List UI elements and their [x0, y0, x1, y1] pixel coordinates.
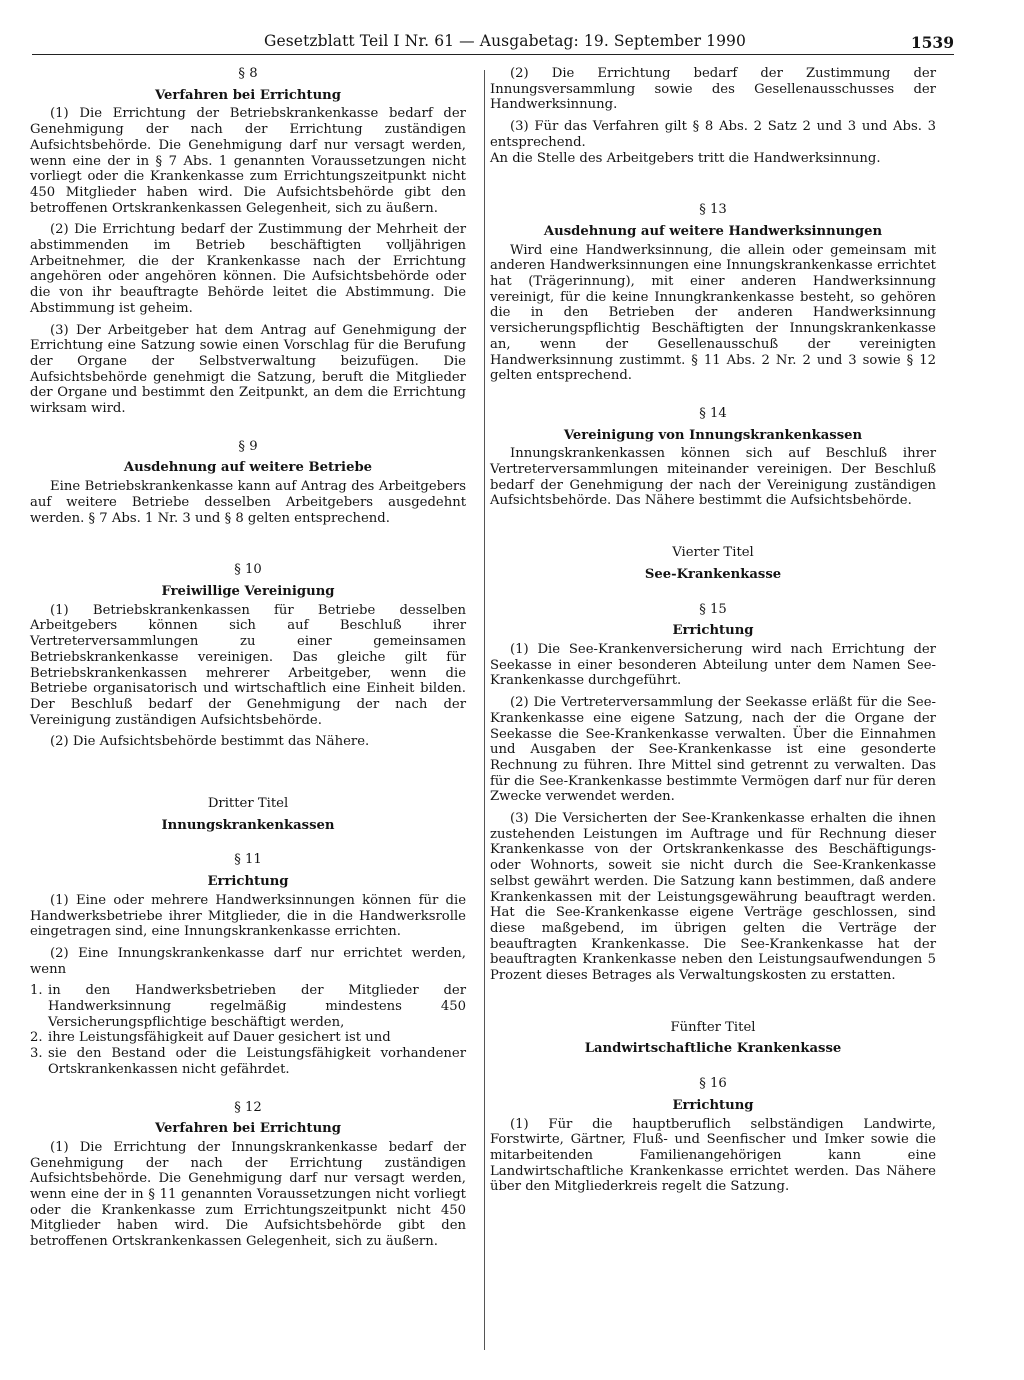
section-12	[30, 1100, 466, 1250]
paragraph: (3) Für das Verfahren gilt § 8 Abs. 2 Satz 2 und 3 und Abs. 3 entsprechend.	[490, 119, 936, 150]
section-number: § 9	[238, 438, 258, 454]
section-11	[30, 852, 466, 1077]
paragraph: (1) Betriebskrankenkassen für Betriebe desselben Arbeitgebers können sich auf Beschluß ihrer Vertreterversammlungen zu einer gemeinsamen Betriebskrankenkasse vereinigen. Das gleiche gilt für Betriebskrankenkassen mehrerer Arbeitgeber, wenn die Betriebe organisatorisch und wirtschaftlich eine Einheit bilden. Der Beschluß bedarf der Genehmigung der nach der Vereinigung zuständigen Aufsichtsbehörde.	[30, 602, 466, 728]
page-header	[32, 30, 954, 55]
section-number: § 8	[238, 66, 258, 81]
page-number: 1539	[910, 33, 954, 52]
paragraph: (3) Der Arbeitgeber hat dem Antrag auf Genehmigung der Errichtung eine Satzung sowie einen Vorschlag für die Berufung der Organe der Selbstverwaltung beizufügen. Die Aufsichtsbehörde genehmigt die Satzung, beruft die Mitglieder der Organe und bestimmt den Zeitpunkt, an dem die Errichtung wirksam wird.	[30, 322, 466, 417]
section-heading: Freiwillige Vereinigung	[161, 583, 335, 599]
section-heading: Vereinigung von Innungskrankenkassen	[563, 427, 863, 443]
section-heading: Errichtung	[207, 874, 289, 890]
section-number: § 11	[234, 852, 262, 868]
section-heading: Verfahren bei Errichtung	[155, 87, 341, 103]
title-4	[490, 545, 936, 582]
title-label: Vierter Titel	[672, 545, 754, 561]
paragraph: (2) Die Errichtung bedarf der Zustimmung der Mehrheit der abstimmenden im Betrieb beschäftigten volljährigen Arbeitnehmer, die der Krankenkasse nach der Errichtung angehören oder angehören können. Die Aufsichtsbehörde oder die von ihr beauftragte Behörde leitet die Abstimmung. Die Abstimmung ist geheim.	[30, 222, 466, 316]
title-5	[490, 1020, 936, 1057]
paragraph: (1) Für die hauptberuflich selbständigen Landwirte, Forstwirte, Gärtner, Fluß- und Seenfischer und Imker sowie die mitarbeitenden Familienangehörigen kann eine Landwirtschaftliche Krankenkasse errichtet werden. Das Nähere über den Mitgliederkreis regelt die Satzung.	[490, 1116, 936, 1195]
section-10	[30, 562, 466, 750]
list-item	[30, 1046, 466, 1077]
section-16	[490, 1076, 936, 1195]
section-13	[490, 202, 936, 384]
paragraph: (2) Die Vertreterversammlung der Seekasse erläßt für die See-Krankenkasse eine eigene Satzung, nach der die Organe der Seekasse die See-Krankenkasse verwalten. Über die Einnahmen und Ausgaben der See-Krankenkasse ist eine gesonderte Rechnung zu führen. Ihre Mittel sind getrennt zu verwalten. Das für die See-Krankenkasse bestimmte Vermögen darf nur für deren Zwecke verwendet werden.	[490, 695, 936, 805]
section-heading: Errichtung	[672, 623, 754, 639]
title-label: Dritter Titel	[207, 796, 289, 812]
paragraph: Innungskrankenkassen können sich auf Beschluß ihrer Vertreterversammlungen miteinander vereinigen. Der Beschluß bedarf der Genehmigung der nach der Vereinigung zuständigen Aufsichtsbehörde. Das Nähere bestimmt die Aufsichtsbehörde.	[490, 446, 936, 509]
column-divider	[484, 70, 485, 1350]
section-15	[490, 602, 936, 984]
section-number: § 12	[234, 1099, 262, 1115]
section-number: § 15	[699, 601, 727, 617]
list-text: sie den Bestand oder die Leistungsfähigkeit vorhandener Ortskrankenkassen nicht gefährdet.	[48, 1046, 466, 1077]
paragraph: (1) Die Errichtung der Betriebskrankenkasse bedarf der Genehmigung der nach der Errichtung zuständigen Aufsichtsbehörde. Die Genehmigung darf nur versagt werden, wenn eine der in § 7 Abs. 1 genannten Voraussetzungen nicht vorliegt oder die Krankenkasse zum Errichtungszeitpunkt nicht 450 Mitglieder haben wird. Die Aufsichtsbehörde gibt den betroffenen Ortskrankenkassen Gelegenheit, sich zu äußern.	[30, 106, 466, 216]
paragraph: (1) Die See-Krankenversicherung wird nach Errichtung der Seekasse in einer besonderen Abteilung unter dem Namen See-Krankenkasse durchgeführt.	[490, 641, 936, 689]
paragraph: (1) Die Errichtung der Innungskrankenkasse bedarf der Genehmigung der nach der Errichtung zuständigen Aufsichtsbehörde. Die Genehmigung darf nur versagt werden, wenn eine der in § 11 genannten Voraussetzungen nicht vorliegt oder die Krankenkasse zum Errichtungszeitpunkt nicht 450 Mitglieder haben wird. Die Aufsichtsbehörde gibt den betroffenen Ortskrankenkassen Gelegenheit, sich zu äußern.	[30, 1139, 466, 1250]
paragraph: (3) Die Versicherten der See-Krankenkasse erhalten die ihnen zustehenden Leistungen im Auftrage und für Rechnung dieser Krankenkasse von der Ortskrankenkasse des Beschäftigungs- oder Wohnorts, soweit sie nicht durch die See-Krankenkasse selbst gewährt werden. Die Satzung kann bestimmen, daß andere Krankenkassen mit der Leistungsgewährung beauftragt werden. Hat die See-Krankenkasse eigene Verträge geschlossen, sind diese maßgebend, im übrigen gelten die Verträge der beauftragten Krankenkasse. Die See-Krankenkasse hat der beauftragten Krankenkasse neben den Leistungsaufwendungen 5 Prozent dieses Betrages als Verwaltungskosten zu erstatten.	[490, 811, 936, 984]
paragraph: Wird eine Handwerksinnung, die allein oder gemeinsam mit anderen Handwerksinnungen eine Innungskrankenkasse errichtet hat (Trägerinnung), mit einer anderen Handwerksinnung vereinigt, für die keine Innungkrankenkasse besteht, so gehören die in den Betrieben der anderen Handwerksinnung versicherungspflichtig Beschäftigten der Innungskrankenkasse an, wenn der Gesellenausschuß der vereinigten Handwerksinnung zustimmt. § 11 Abs. 2 Nr. 2 und 3 sowie § 12 gelten entsprechend.	[490, 242, 936, 384]
list-text: ihre Leistungsfähigkeit auf Dauer gesichert ist und	[48, 1030, 391, 1046]
paragraph: Eine Betriebskrankenkasse kann auf Antrag des Arbeitgebers auf weitere Betriebe desselben Arbeitgebers ausgedehnt werden. § 7 Abs. 1 Nr. 3 und § 8 gelten entsprechend.	[30, 479, 466, 526]
list-text: in den Handwerksbetrieben der Mitglieder der Handwerksinnung regelmäßig mindestens 450 Versicherungspflichtige beschäftigt werden,	[48, 983, 466, 1030]
title-label: Fünfter Titel	[670, 1019, 756, 1035]
section-heading: Ausdehnung auf weitere Handwerksinnungen	[543, 223, 883, 239]
paragraph: (1) Eine oder mehrere Handwerksinnungen können für die Handwerksbetriebe ihrer Mitglieder, die in die Handwerksrolle eingetragen sind, eine Innungskrankenkasse errichten.	[30, 892, 466, 940]
list-number: 3.	[30, 1046, 43, 1062]
section-8	[30, 66, 466, 417]
left-column	[30, 66, 466, 1256]
paragraph: (2) Eine Innungskrankenkasse darf nur errichtet werden, wenn	[30, 945, 466, 977]
section-12-continued	[490, 66, 936, 166]
list-number: 2.	[30, 1030, 43, 1046]
section-9	[30, 439, 466, 527]
section-number: § 10	[234, 562, 262, 578]
list-item	[30, 983, 466, 1030]
right-column	[490, 66, 936, 1201]
title-heading: Innungskrankenkassen	[161, 817, 335, 833]
paragraph: An die Stelle des Arbeitgebers tritt die Handwerksinnung.	[490, 150, 881, 166]
paragraph: (2) Die Errichtung bedarf der Zustimmung der Innungsversammlung sowie des Gesellenausschusses der Handwerksinnung.	[490, 66, 936, 113]
title-heading: Landwirtschaftliche Krankenkasse	[584, 1041, 842, 1057]
list-number: 1.	[30, 983, 43, 999]
condition-list	[30, 983, 466, 1077]
section-number: § 16	[699, 1076, 727, 1092]
title-heading: See-Krankenkasse	[644, 566, 782, 582]
section-heading: Ausdehnung auf weitere Betriebe	[123, 460, 373, 476]
list-item	[30, 1030, 466, 1046]
section-heading: Verfahren bei Errichtung	[155, 1121, 341, 1137]
title-3	[30, 796, 466, 833]
section-heading: Errichtung	[672, 1097, 754, 1113]
paragraph: (2) Die Aufsichtsbehörde bestimmt das Nähere.	[50, 734, 370, 750]
section-number: § 14	[699, 405, 727, 421]
section-number: § 13	[699, 202, 727, 218]
section-14	[490, 406, 936, 509]
header-title: Gesetzblatt Teil I Nr. 61 — Ausgabetag: 19. September 1990	[264, 32, 746, 50]
